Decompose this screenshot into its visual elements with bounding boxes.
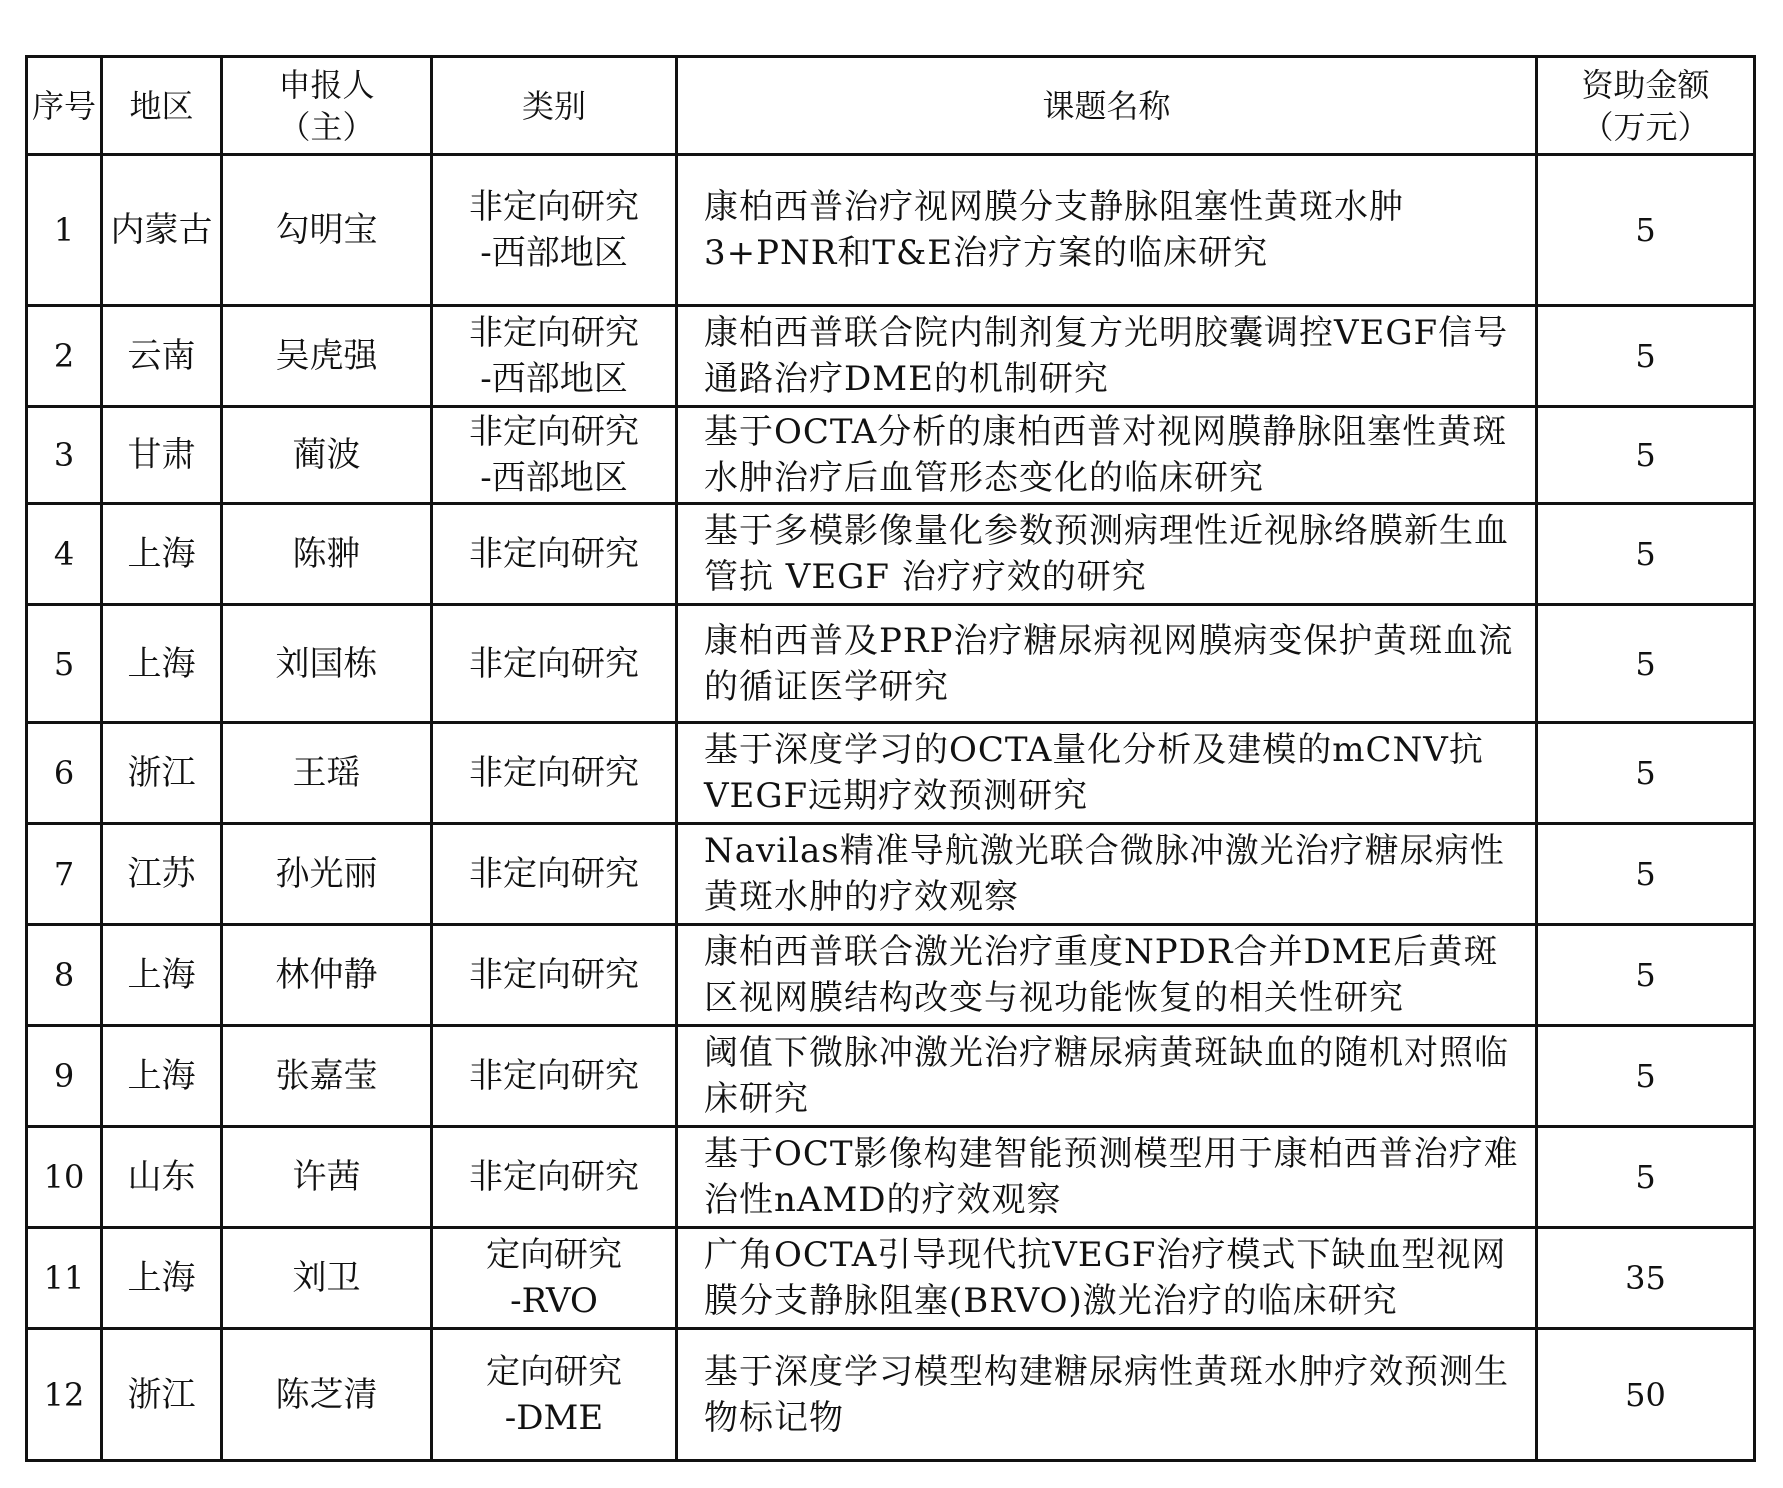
- cell-topic: Navilas精准导航激光联合微脉冲激光治疗糖尿病性黄斑水肿的疗效观察: [677, 824, 1537, 925]
- cell-amount: 5: [1537, 925, 1755, 1026]
- cell-category: [432, 504, 677, 605]
- cell-topic: 基于多模影像量化参数预测病理性近视脉络膜新生血管抗 VEGF 治疗疗效的研究: [677, 504, 1537, 605]
- header-seq: 序号: [27, 57, 102, 155]
- cell-amount: 5: [1537, 155, 1755, 306]
- cell-topic: 阈值下微脉冲激光治疗糖尿病黄斑缺血的随机对照临床研究: [677, 1026, 1537, 1127]
- cell-topic: 基于OCT影像构建智能预测模型用于康柏西普治疗难治性nAMD的疗效观察: [677, 1127, 1537, 1228]
- cell-amount: 5: [1537, 605, 1755, 723]
- cell-category: [432, 306, 677, 407]
- cell-region: 甘肃: [102, 407, 222, 504]
- cell-topic: 康柏西普治疗视网膜分支静脉阻塞性黄斑水肿3+PNR和T&E治疗方案的临床研究: [677, 155, 1537, 306]
- cell-applicant: 林仲静: [222, 925, 432, 1026]
- category-line1: 非定向研究: [469, 412, 639, 452]
- header-amount: [1537, 57, 1755, 155]
- table-row: [27, 605, 1755, 723]
- cell-amount: 50: [1537, 1329, 1755, 1461]
- cell-applicant: 刘国栋: [222, 605, 432, 723]
- cell-seq: 10: [27, 1127, 102, 1228]
- cell-amount: 5: [1537, 1127, 1755, 1228]
- cell-amount: 5: [1537, 824, 1755, 925]
- cell-seq: 9: [27, 1026, 102, 1127]
- cell-applicant: 刘卫: [222, 1228, 432, 1329]
- cell-topic: 基于深度学习的OCTA量化分析及建模的mCNV抗VEGF远期疗效预测研究: [677, 723, 1537, 824]
- table-row: [27, 824, 1755, 925]
- cell-region: 上海: [102, 925, 222, 1026]
- header-applicant-line1: 申报人: [278, 65, 375, 104]
- cell-seq: 4: [27, 504, 102, 605]
- header-topic: 课题名称: [677, 57, 1537, 155]
- cell-amount: 5: [1537, 407, 1755, 504]
- table-row: [27, 1329, 1755, 1461]
- cell-region: 浙江: [102, 1329, 222, 1461]
- table-row: [27, 1127, 1755, 1228]
- cell-applicant: 吴虎强: [222, 306, 432, 407]
- header-region: 地区: [102, 57, 222, 155]
- cell-category: [432, 824, 677, 925]
- category-line2: -西部地区: [480, 359, 628, 399]
- cell-seq: 6: [27, 723, 102, 824]
- table-row: [27, 306, 1755, 407]
- cell-seq: 2: [27, 306, 102, 407]
- cell-category: [432, 407, 677, 504]
- cell-seq: 11: [27, 1228, 102, 1329]
- cell-region: 浙江: [102, 723, 222, 824]
- table-row: [27, 504, 1755, 605]
- cell-topic: 康柏西普及PRP治疗糖尿病视网膜病变保护黄斑血流的循证医学研究: [677, 605, 1537, 723]
- cell-topic: 康柏西普联合院内制剂复方光明胶囊调控VEGF信号通路治疗DME的机制研究: [677, 306, 1537, 407]
- category-line1: 非定向研究: [469, 753, 639, 793]
- table-row: [27, 407, 1755, 504]
- cell-seq: 1: [27, 155, 102, 306]
- cell-applicant: 孙光丽: [222, 824, 432, 925]
- table-body: [27, 155, 1755, 1461]
- cell-category: [432, 925, 677, 1026]
- category-line1: 非定向研究: [469, 313, 639, 353]
- cell-seq: 8: [27, 925, 102, 1026]
- table-row: [27, 1026, 1755, 1127]
- category-line1: 非定向研究: [469, 187, 639, 227]
- table-row: [27, 723, 1755, 824]
- category-line1: 非定向研究: [469, 854, 639, 894]
- cell-amount: 35: [1537, 1228, 1755, 1329]
- category-line2: -西部地区: [480, 458, 628, 498]
- header-applicant-line2: （主）: [278, 107, 375, 146]
- category-line1: 非定向研究: [469, 534, 639, 574]
- cell-region: 上海: [102, 605, 222, 723]
- cell-applicant: 王瑶: [222, 723, 432, 824]
- cell-amount: 5: [1537, 306, 1755, 407]
- cell-category: [432, 605, 677, 723]
- cell-region: 上海: [102, 1228, 222, 1329]
- cell-region: 山东: [102, 1127, 222, 1228]
- cell-region: 上海: [102, 1026, 222, 1127]
- cell-applicant: 陈芝清: [222, 1329, 432, 1461]
- cell-region: 江苏: [102, 824, 222, 925]
- cell-category: [432, 1228, 677, 1329]
- cell-amount: 5: [1537, 504, 1755, 605]
- cell-applicant: 张嘉莹: [222, 1026, 432, 1127]
- category-line1: 非定向研究: [469, 955, 639, 995]
- cell-applicant: 蔺波: [222, 407, 432, 504]
- cell-seq: 12: [27, 1329, 102, 1461]
- cell-seq: 3: [27, 407, 102, 504]
- category-line1: 定向研究: [486, 1235, 622, 1275]
- header-category: 类别: [432, 57, 677, 155]
- cell-amount: 5: [1537, 723, 1755, 824]
- category-line1: 非定向研究: [469, 1157, 639, 1197]
- category-line2: -DME: [504, 1397, 604, 1438]
- cell-amount: 5: [1537, 1026, 1755, 1127]
- category-line2: -西部地区: [480, 233, 628, 273]
- table-row: [27, 925, 1755, 1026]
- cell-topic: 基于OCTA分析的康柏西普对视网膜静脉阻塞性黄斑水肿治疗后血管形态变化的临床研究: [677, 407, 1537, 504]
- category-line2: -RVO: [510, 1281, 598, 1321]
- header-amount-line1: 资助金额: [1581, 65, 1710, 104]
- cell-applicant: 勾明宝: [222, 155, 432, 306]
- table-row: [27, 155, 1755, 306]
- cell-applicant: 陈翀: [222, 504, 432, 605]
- cell-region: 上海: [102, 504, 222, 605]
- grant-table: [25, 55, 1756, 1462]
- cell-topic: 康柏西普联合激光治疗重度NPDR合并DME后黄斑区视网膜结构改变与视功能恢复的相关性研究: [677, 925, 1537, 1026]
- cell-category: [432, 723, 677, 824]
- cell-category: [432, 1026, 677, 1127]
- cell-category: [432, 155, 677, 306]
- header-applicant: [222, 57, 432, 155]
- cell-category: [432, 1127, 677, 1228]
- category-line1: 非定向研究: [469, 1056, 639, 1096]
- cell-seq: 5: [27, 605, 102, 723]
- cell-seq: 7: [27, 824, 102, 925]
- header-amount-line2: （万元）: [1581, 107, 1710, 146]
- cell-applicant: 许茜: [222, 1127, 432, 1228]
- header-row: [27, 57, 1755, 155]
- cell-region: 内蒙古: [102, 155, 222, 306]
- cell-category: [432, 1329, 677, 1461]
- category-line1: 定向研究: [486, 1351, 622, 1392]
- cell-topic: 基于深度学习模型构建糖尿病性黄斑水肿疗效预测生物标记物: [677, 1329, 1537, 1461]
- table-row: [27, 1228, 1755, 1329]
- cell-region: 云南: [102, 306, 222, 407]
- cell-topic: 广角OCTA引导现代抗VEGF治疗模式下缺血型视网膜分支静脉阻塞(BRVO)激光治疗的临床研究: [677, 1228, 1537, 1329]
- category-line1: 非定向研究: [469, 643, 639, 684]
